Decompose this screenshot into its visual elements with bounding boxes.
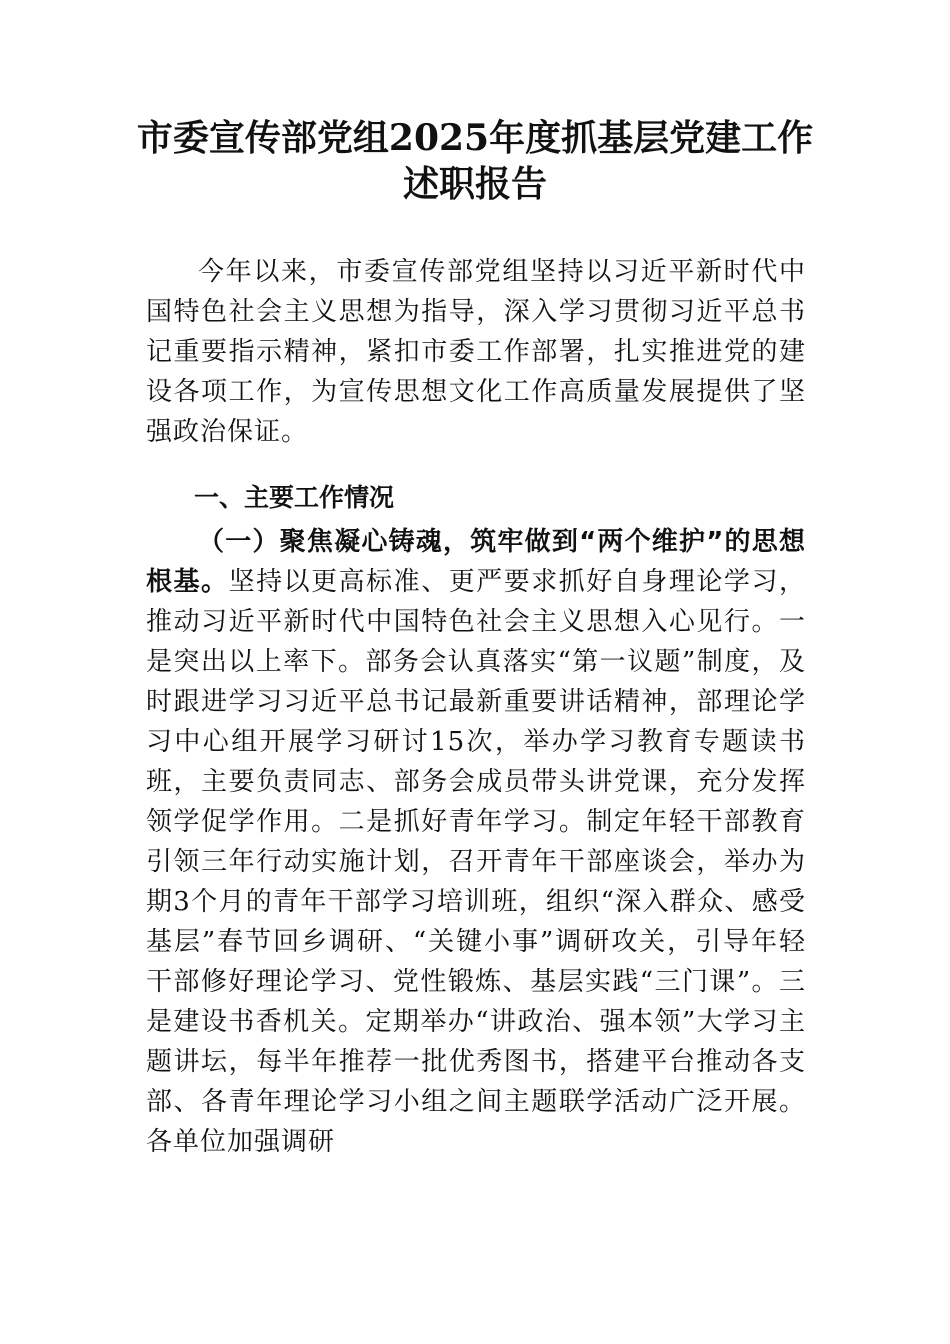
document-title-line-1: 市委宣传部党组2025年度抓基层党建工作 xyxy=(136,117,814,159)
subsection-heading: （一）聚焦凝心铸魂，筑牢做到“两个维护”的思想根基。 xyxy=(146,527,806,597)
subsection-body: 坚持以更高标准、更严要求抓好自身理论学习，推动习近平新时代中国特色社会主义思想入心见行。一是突出以上率下。部务会认真落实“第一议题”制度，及时跟进学习习近平总书记最新重要讲话精神，部理论学习中心组开展学习研讨15次，举办学习教育专题读书班，主要负责同志、部务会成员带头讲党课，充分发挥领学促学作用。二是抓好青年学习。制定年轻干部教育引领三年行动实施计划，召开青年干部座谈会，举办为期3个月的青年干部学习培训班，组织“深入群众、感受基层”春节回乡调研、“关键小事”调研攻关，引导年轻干部修好理论学习、党性锻炼、基层实践“三门课”。三是建设书香机关。定期举办“讲政治、强本领”大学习主题讲坛，每半年推荐一批优秀图书，搭建平台推动各支部、各青年理论学习小组之间主题联学活动广泛开展。各单位加强调研 xyxy=(146,567,806,1157)
intro-paragraph: 今年以来，市委宣传部党组坚持以习近平新时代中国特色社会主义思想为指导，深入学习贯彻习近平总书记重要指示精神，紧扣市委工作部署，扎实推进党的建设各项工作，为宣传思想文化工作高质量发展提供了坚强政治保证。 xyxy=(146,257,806,447)
document-title-line-2: 述职报告 xyxy=(402,163,547,205)
section-heading-main-work: 一、主要工作情况 xyxy=(194,483,395,512)
subsection-paragraph xyxy=(146,522,806,1162)
